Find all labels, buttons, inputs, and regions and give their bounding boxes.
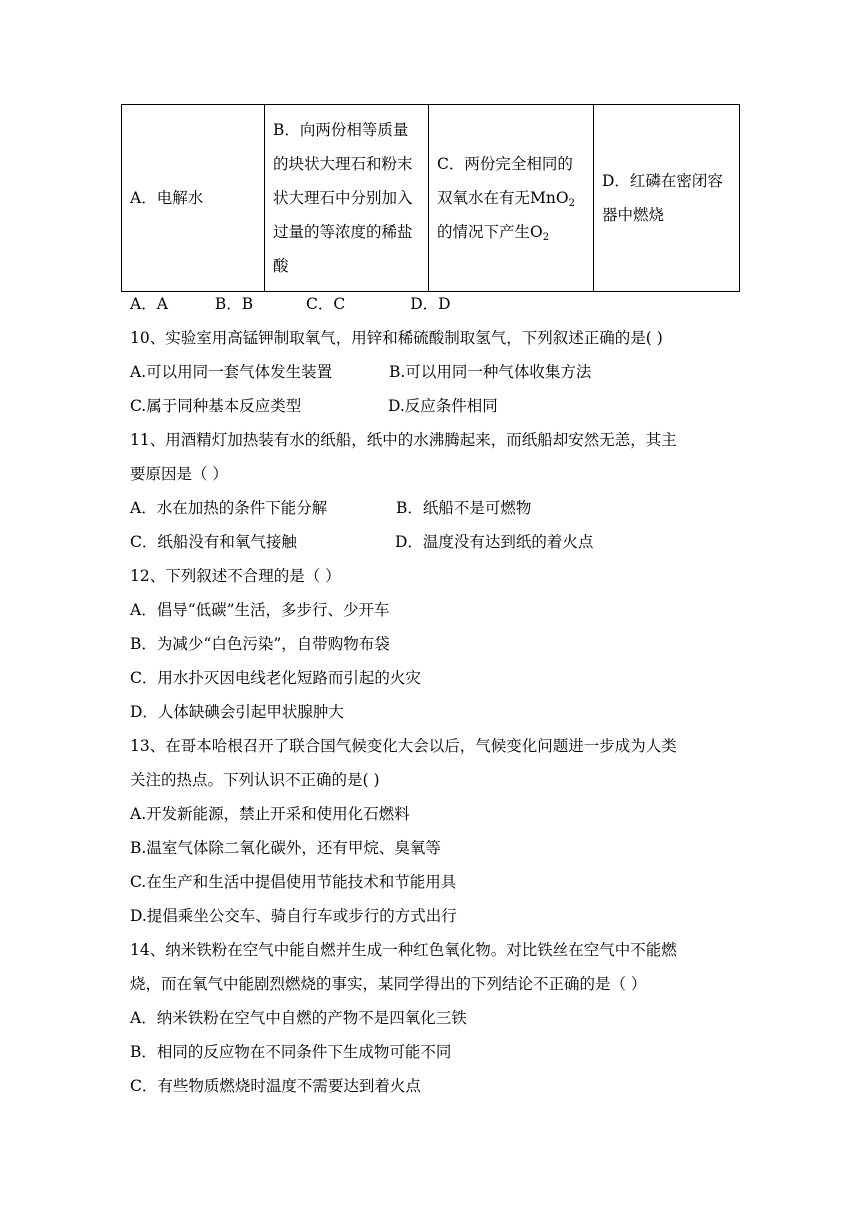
q10-option-a: A.可以用同一套气体发生装置 <box>130 363 333 381</box>
option-cell-b: B．向两份相等质量的块状大理石和粉末状大理石中分别加入过量的等浓度的稀盐酸 <box>265 105 429 292</box>
q13-stem-1: 13、在哥本哈根召开了联合国气候变化大会以后，气候变化问题进一步成为人类 <box>130 737 677 755</box>
options-table <box>121 104 740 292</box>
q14-stem-1: 14、纳米铁粉在空气中能自燃并生成一种红色氧化物。对比铁丝在空气中不能燃 <box>130 941 677 959</box>
q12-option-a: A．倡导“低碳”生活，多步行、少开车 <box>130 601 390 619</box>
q9-option-b: B．B <box>214 295 254 313</box>
q13-option-c: C.在生产和生活中提倡使用节能技术和节能用具 <box>130 873 457 891</box>
q14-stem-2: 烧，而在氧气中能剧烈燃烧的事实，某同学得出的下列结论不正确的是（ ） <box>130 975 647 993</box>
q11-option-c: C．纸船没有和氧气接触 <box>130 533 297 551</box>
q10-options-cd <box>130 395 498 417</box>
q14-option-b: B．相同的反应物在不同条件下生成物可能不同 <box>130 1043 452 1061</box>
q13-stem-2: 关注的热点。下列认识不正确的是( ) <box>130 771 380 789</box>
q11-option-a: A．水在加热的条件下能分解 <box>130 499 328 517</box>
option-cell-a: A．电解水 <box>122 105 265 292</box>
q13-option-b: B.温室气体除二氧化碳外，还有甲烷、臭氧等 <box>130 839 441 857</box>
q11-options-ab <box>130 497 532 519</box>
q9-option-d: D．D <box>410 295 451 313</box>
q11-stem-1: 11、用酒精灯加热装有水的纸船，纸中的水沸腾起来，而纸船却安然无恙，其主 <box>130 431 677 449</box>
q13-option-d: D.提倡乘坐公交车、骑自行车或步行的方式出行 <box>130 907 457 925</box>
q10-option-d: D.反应条件相同 <box>388 397 498 415</box>
q14-option-a: A．纳米铁粉在空气中自燃的产物不是四氧化三铁 <box>130 1009 467 1027</box>
options-row <box>122 105 740 292</box>
q14-option-c: C．有些物质燃烧时温度不需要达到着火点 <box>130 1077 421 1095</box>
q10-option-b: B.可以用同一种气体收集方法 <box>389 363 592 381</box>
q9-option-a: A．A <box>130 295 168 313</box>
q12-option-b: B．为减少“白色污染”，自带购物布袋 <box>130 635 390 653</box>
q10-option-c: C.属于同种基本反应类型 <box>130 397 302 415</box>
q11-option-b: B．纸船不是可燃物 <box>396 499 532 517</box>
q12-stem: 12、下列叙述不合理的是（ ） <box>130 567 341 585</box>
q9-options <box>130 293 451 315</box>
q11-options-cd <box>130 531 594 553</box>
q10-stem: 10、实验室用高锰钾制取氧气，用锌和稀硫酸制取氢气，下列叙述正确的是( ) <box>130 329 663 347</box>
option-cell-d: D．红磷在密闭容器中燃烧 <box>594 105 740 292</box>
q12-option-c: C．用水扑灭因电线老化短路而引起的火灾 <box>130 669 421 687</box>
option-cell-c: C．两份完全相同的双氧水在有无MnO$_2$的情况下产生$O_2$ <box>429 105 594 292</box>
q11-stem-2: 要原因是（ ） <box>130 465 228 483</box>
q9-option-c: C．C <box>306 295 346 313</box>
q11-option-d: D．温度没有达到纸的着火点 <box>395 533 594 551</box>
q10-options-ab <box>130 361 592 383</box>
q13-option-a: A.开发新能源，禁止开采和使用化石燃料 <box>130 805 410 823</box>
q12-option-d: D．人体缺碘会引起甲状腺肿大 <box>130 703 344 721</box>
